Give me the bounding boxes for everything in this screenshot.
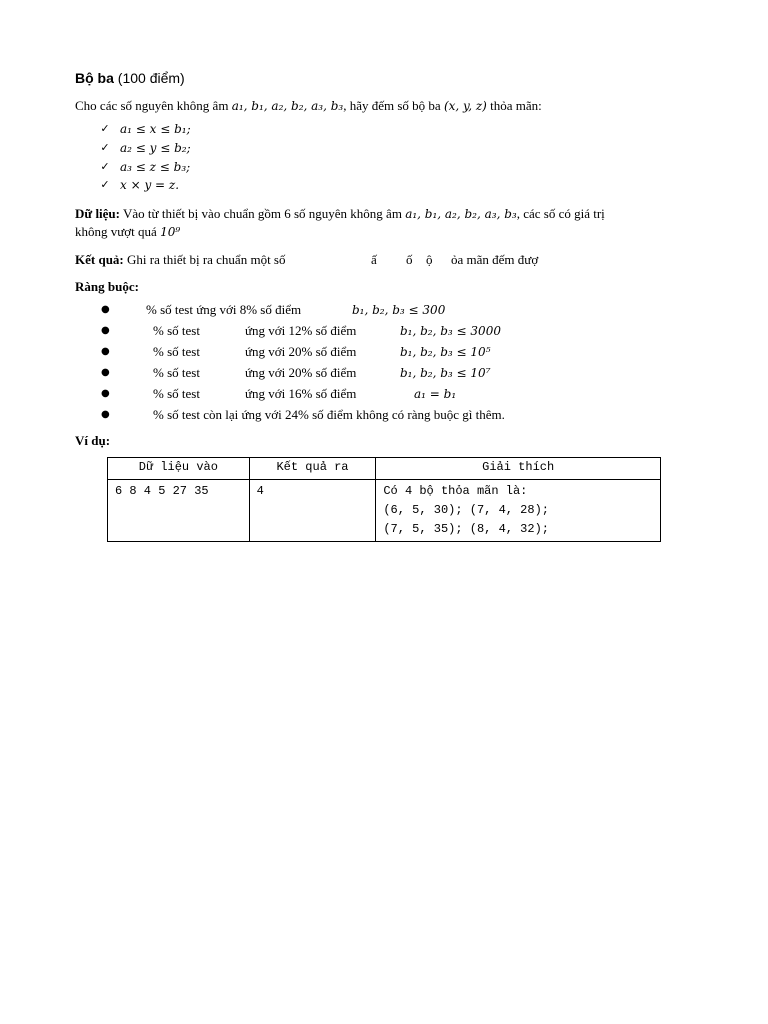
output-section <box>75 252 286 268</box>
condition-item: a₂ ≤ y ≤ b₂; <box>120 141 191 155</box>
example-explanation <box>376 480 661 542</box>
intro-mid: , hãy đếm số bộ ba <box>343 98 441 113</box>
constraint-text: ứng với 12% số điểm <box>245 323 357 338</box>
condition-item: a₁ ≤ x ≤ b₁; <box>120 122 191 136</box>
condition-item: a₃ ≤ z ≤ b₃; <box>120 160 191 174</box>
output-fragment: ỏa mãn đếm đượ <box>451 252 539 267</box>
intro-vars: a₁, b₁, a₂, b₂, a₃, b₃ <box>231 99 344 113</box>
constraint-text: ứng với 16% số điểm <box>245 386 357 401</box>
constraint-text: % số test còn lại ứng với 24% số điểm không có ràng buộc gì thêm. <box>153 407 505 422</box>
constraints-label: Ràng buộc: <box>75 279 139 294</box>
bullet-icon: ● <box>101 346 110 357</box>
input-text-suffix: , các số có giá trị <box>516 206 605 221</box>
constraint-math: b₁, b₂, b₃ ≤ 10⁷ <box>400 366 491 380</box>
input-text: Vào từ thiết bị vào chuẩn gồm 6 số nguyên không âm <box>123 206 402 221</box>
output-label: Kết quả: <box>75 252 124 267</box>
constraint-math: a₁ = b₁ <box>414 387 457 401</box>
output-fragment: ấ <box>371 252 377 267</box>
table-row <box>108 480 661 542</box>
intro-suffix: thỏa mãn: <box>490 98 542 113</box>
header-input: Dữ liệu vào <box>108 458 250 480</box>
output-fragment: ộ <box>426 252 433 267</box>
input-section-line2 <box>75 224 180 240</box>
explanation-line: (6, 5, 30); (7, 4, 28); <box>383 503 549 517</box>
constraint-text: % số test <box>153 344 200 359</box>
bullet-icon: ● <box>101 409 110 420</box>
problem-title <box>75 70 185 86</box>
constraint-math: b₁, b₂, b₃ ≤ 3000 <box>400 324 501 338</box>
table-header-row <box>108 458 661 480</box>
header-explanation: Giải thích <box>376 458 661 480</box>
bullet-icon: ● <box>101 367 110 378</box>
output-fragment: ố <box>406 252 413 267</box>
header-output: Kết quả ra <box>249 458 376 480</box>
constraint-text: % số test <box>153 386 200 401</box>
constraint-text: % số test <box>153 365 200 380</box>
input-section <box>75 206 605 222</box>
explanation-line: (7, 5, 35); (8, 4, 32); <box>383 522 549 536</box>
problem-intro <box>75 98 542 114</box>
example-label: Ví dụ: <box>75 433 111 448</box>
explanation-line: Có 4 bộ thỏa mãn là: <box>383 484 528 498</box>
input-limit-text: không vượt quá <box>75 224 157 239</box>
example-input: 6 8 4 5 27 35 <box>108 480 250 542</box>
constraint-text: % số test ứng với 8% số điểm <box>146 302 302 317</box>
constraint-math: b₁, b₂, b₃ ≤ 10⁵ <box>400 345 491 359</box>
check-icon: ✓ <box>100 141 110 154</box>
constraint-text: % số test <box>153 323 200 338</box>
constraint-text: ứng với 20% số điểm <box>245 344 357 359</box>
check-icon: ✓ <box>100 122 110 135</box>
input-vars: a₁, b₁, a₂, b₂, a₃, b₃ <box>405 207 517 221</box>
problem-name: Bộ ba <box>75 70 114 86</box>
constraint-math: b₁, b₂, b₃ ≤ 300 <box>352 303 446 317</box>
condition-item: x × y = z. <box>120 178 180 192</box>
example-output: 4 <box>249 480 376 542</box>
intro-prefix: Cho các số nguyên không âm <box>75 98 229 113</box>
check-icon: ✓ <box>100 160 110 173</box>
problem-points: (100 điểm) <box>117 70 185 86</box>
bullet-icon: ● <box>101 304 110 315</box>
input-label: Dữ liệu: <box>75 206 120 221</box>
constraint-text: ứng với 20% số điểm <box>245 365 357 380</box>
bullet-icon: ● <box>101 388 110 399</box>
check-icon: ✓ <box>100 178 110 191</box>
bullet-icon: ● <box>101 325 110 336</box>
output-text: Ghi ra thiết bị ra chuẩn một số <box>127 252 286 267</box>
example-table <box>107 457 661 542</box>
input-limit: 10⁹ <box>160 225 181 239</box>
intro-triple: (x, y, z) <box>443 99 487 113</box>
